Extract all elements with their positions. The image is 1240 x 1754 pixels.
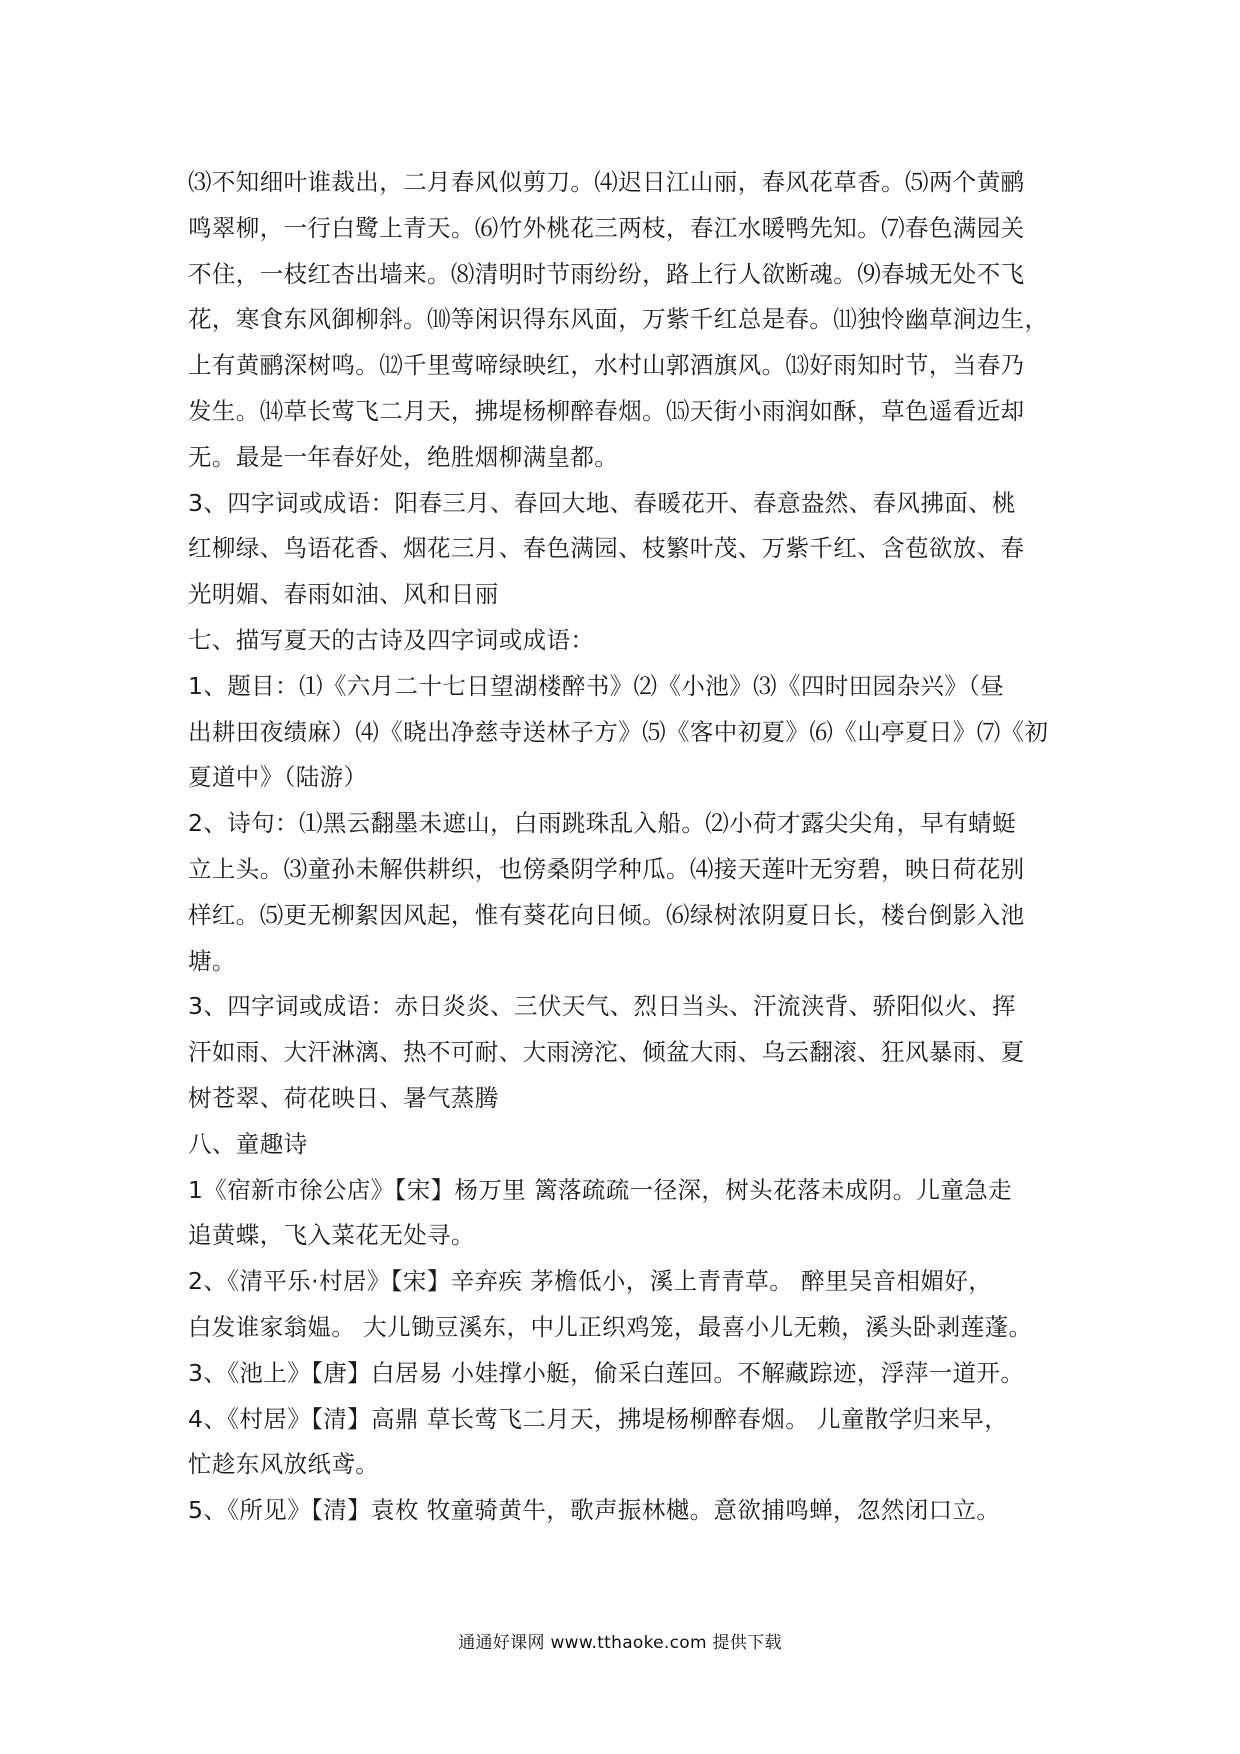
- text-line: 追黄蝶，飞入菜花无处寻。: [188, 1221, 475, 1250]
- text-line: 样红。⑸更无柳絮因风起，惟有葵花向日倾。⑹绿树浓阴夏日长，楼台倒影入池: [188, 900, 1025, 929]
- text-line: 树苍翠、荷花映日、暑气蒸腾: [188, 1083, 499, 1112]
- text-line: 塘。: [188, 946, 236, 975]
- text-line: 光明媚、春雨如油、风和日丽: [188, 580, 499, 609]
- document-body: [188, 160, 1056, 1534]
- text-line: 1《宿新市徐公店》【宋】杨万里 篱落疏疏一径深，树头花落未成阴。儿童急走: [188, 1175, 1013, 1204]
- page-footer: 通通好课网 www.tthaoke.com 提供下载: [458, 1633, 782, 1653]
- text-line: 不住，一枝红杏出墙来。⑻清明时节雨纷纷，路上行人欲断魂。⑼春城无处不飞: [188, 259, 1025, 288]
- text-line: 无。最是一年春好处，绝胜烟柳满皇都。: [188, 442, 619, 471]
- text-line: 1、题目：⑴《六月二十七日望湖楼醉书》⑵《小池》⑶《四时田园杂兴》（昼: [188, 671, 1005, 700]
- text-line: 4、《村居》【清】高鼎 草长莺飞二月天，拂堤杨柳醉春烟。 儿童散学归来早，: [188, 1404, 1009, 1433]
- text-line: 上有黄鹂深树鸣。⑿千里莺啼绿映红，水村山郭酒旗风。⒀好雨知时节，当春乃: [188, 351, 1025, 380]
- text-line: 2、《清平乐·村居》【宋】辛弃疾 茅檐低小，溪上青青草。 醉里吴音相媚好，: [188, 1267, 993, 1296]
- section-heading: 七、描写夏天的古诗及四字词或成语：: [188, 625, 595, 654]
- text-line: 2、诗句：⑴黑云翻墨未遮山，白雨跳珠乱入船。⑵小荷才露尖尖角，早有蜻蜓: [188, 809, 1016, 838]
- text-line: 忙趁东风放纸鸢。: [188, 1450, 380, 1479]
- text-line: 花，寒食东风御柳斜。⑽等闲识得东风面，万紫千红总是春。⑾独怜幽草涧边生，: [188, 305, 1049, 334]
- text-line: 汗如雨、大汗淋漓、热不可耐、大雨滂沱、倾盆大雨、乌云翻滚、狂风暴雨、夏: [188, 1038, 1025, 1067]
- text-line: 夏道中》（陆游）: [188, 763, 368, 792]
- text-line: 3、四字词或成语：赤日炎炎、三伏天气、烈日当头、汗流浃背、骄阳似火、挥: [188, 992, 1016, 1021]
- section-heading: 八、童趣诗: [188, 1129, 308, 1158]
- text-line: 白发谁家翁媪。 大儿锄豆溪东，中儿正织鸡笼，最喜小儿无赖，溪头卧剥莲蓬。: [188, 1312, 1033, 1341]
- text-line: 红柳绿、鸟语花香、烟花三月、春色满园、枝繁叶茂、万紫千红、含苞欲放、春: [188, 534, 1025, 563]
- text-line: 发生。⒁草长莺飞二月天，拂堤杨柳醉春烟。⒂天街小雨润如酥，草色遥看近却: [188, 396, 1025, 425]
- text-line: 5、《所见》【清】袁枚 牧童骑黄牛，歌声振林樾。意欲捕鸣蝉，忽然闭口立。: [188, 1496, 1001, 1525]
- text-line: 立上头。⑶童孙未解供耕织，也傍桑阴学种瓜。⑷接天莲叶无穷碧，映日荷花别: [188, 854, 1025, 883]
- text-line: ⑶不知细叶谁裁出，二月春风似剪刀。⑷迟日江山丽，春风花草香。⑸两个黄鹂: [188, 168, 1025, 196]
- text-line: 3、四字词或成语：阳春三月、春回大地、春暖花开、春意盎然、春风拂面、桃: [188, 488, 1016, 517]
- text-line: 3、《池上》【唐】白居易 小娃撑小艇，偷采白莲回。不解藏踪迹，浮萍一道开。: [188, 1358, 1025, 1387]
- text-line: 出耕田夜绩麻）⑷《晓出净慈寺送林子方》⑸《客中初夏》⑹《山亭夏日》⑺《初: [188, 717, 1049, 746]
- text-line: 鸣翠柳，一行白鹭上青天。⑹竹外桃花三两枝，春江水暖鸭先知。⑺春色满园关: [188, 213, 1025, 242]
